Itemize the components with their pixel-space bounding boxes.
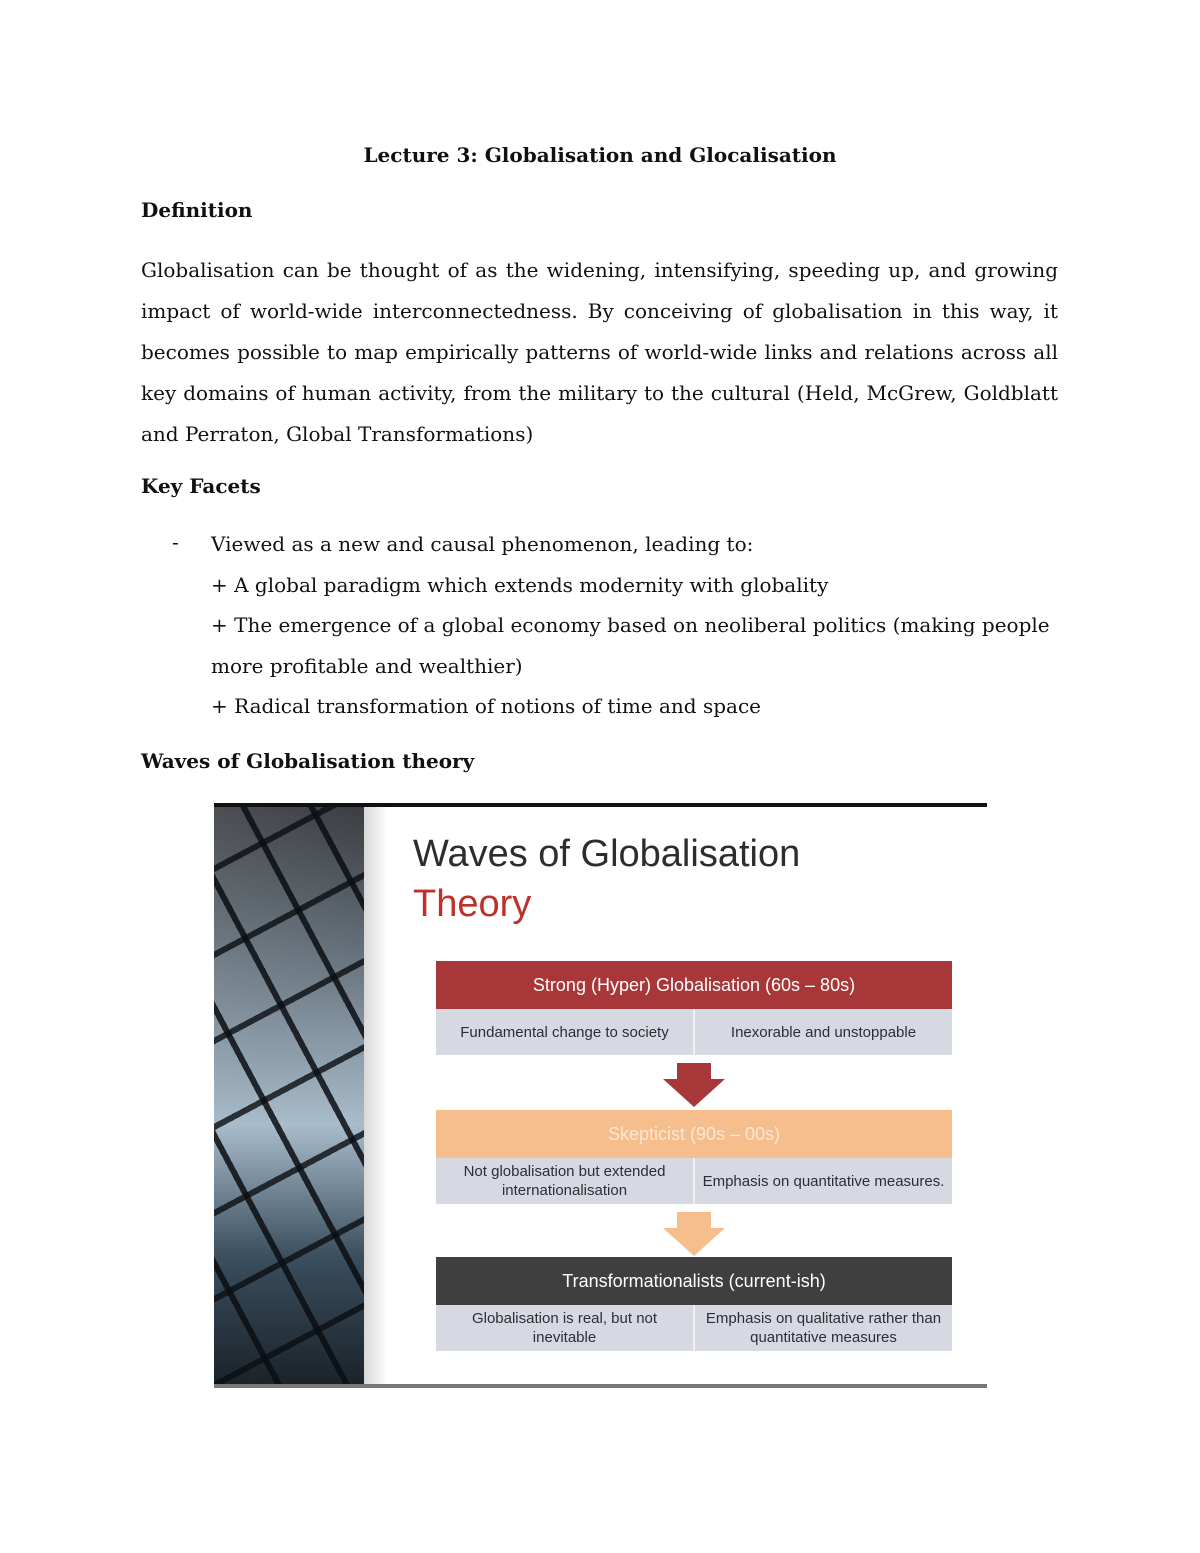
wave-3-details: [436, 1305, 952, 1351]
waves-heading: Waves of Globalisation theory: [141, 749, 475, 773]
waves-slide-image: [214, 803, 987, 1388]
key-facets-list: [211, 524, 1061, 727]
slide-decorative-panel: [214, 807, 372, 1384]
wave-2-right: Emphasis on quantitative measures.: [693, 1158, 952, 1204]
page-title: Lecture 3: Globalisation and Glocalisation: [363, 143, 837, 167]
wave-1-band: Strong (Hyper) Globalisation (60s – 80s): [436, 961, 952, 1009]
list-item: + A global paradigm which extends modernity with globality: [211, 572, 829, 597]
wave-3-right: Emphasis on qualitative rather than quantitative measures: [693, 1305, 952, 1351]
wave-2-band: Skepticist (90s – 00s): [436, 1110, 952, 1158]
wave-2-left: Not globalisation but extended internationalisation: [463, 1163, 666, 1199]
wave-2-details: [436, 1158, 952, 1204]
slide-subtitle: Theory: [413, 883, 532, 925]
wave-3-left: Globalisation is real, but not inevitable: [471, 1310, 658, 1346]
slide-title: Waves of Globalisation: [413, 833, 801, 875]
list-item: Viewed as a new and causal phenomenon, leading to:: [211, 532, 754, 556]
definition-paragraph: Globalisation can be thought of as the widening, intensifying, speeding up, and growing impact of world-wide interconnectedness. By conceiving of globalisation in this way, it becomes possible to map empirically patterns of world-wide links and relations across all key domains of human activity, from the military to the cultural (Held, McGrew, Goldblatt and Perraton, Global Transformations): [141, 258, 1058, 446]
wave-1-left: Fundamental change to society: [460, 1023, 669, 1041]
definition-heading: Definition: [141, 198, 253, 222]
key-facets-heading: Key Facets: [141, 474, 261, 498]
wave-1-right: Inexorable and unstoppable: [693, 1009, 952, 1055]
list-item: + The emergence of a global economy based on neoliberal politics (making people more profitable and wealthier): [211, 613, 1050, 678]
list-item: + Radical transformation of notions of time and space: [211, 694, 761, 718]
wave-1-details: [436, 1009, 952, 1055]
wave-3-band: Transformationalists (current-ish): [436, 1257, 952, 1305]
bullet-dash: -: [172, 530, 179, 554]
